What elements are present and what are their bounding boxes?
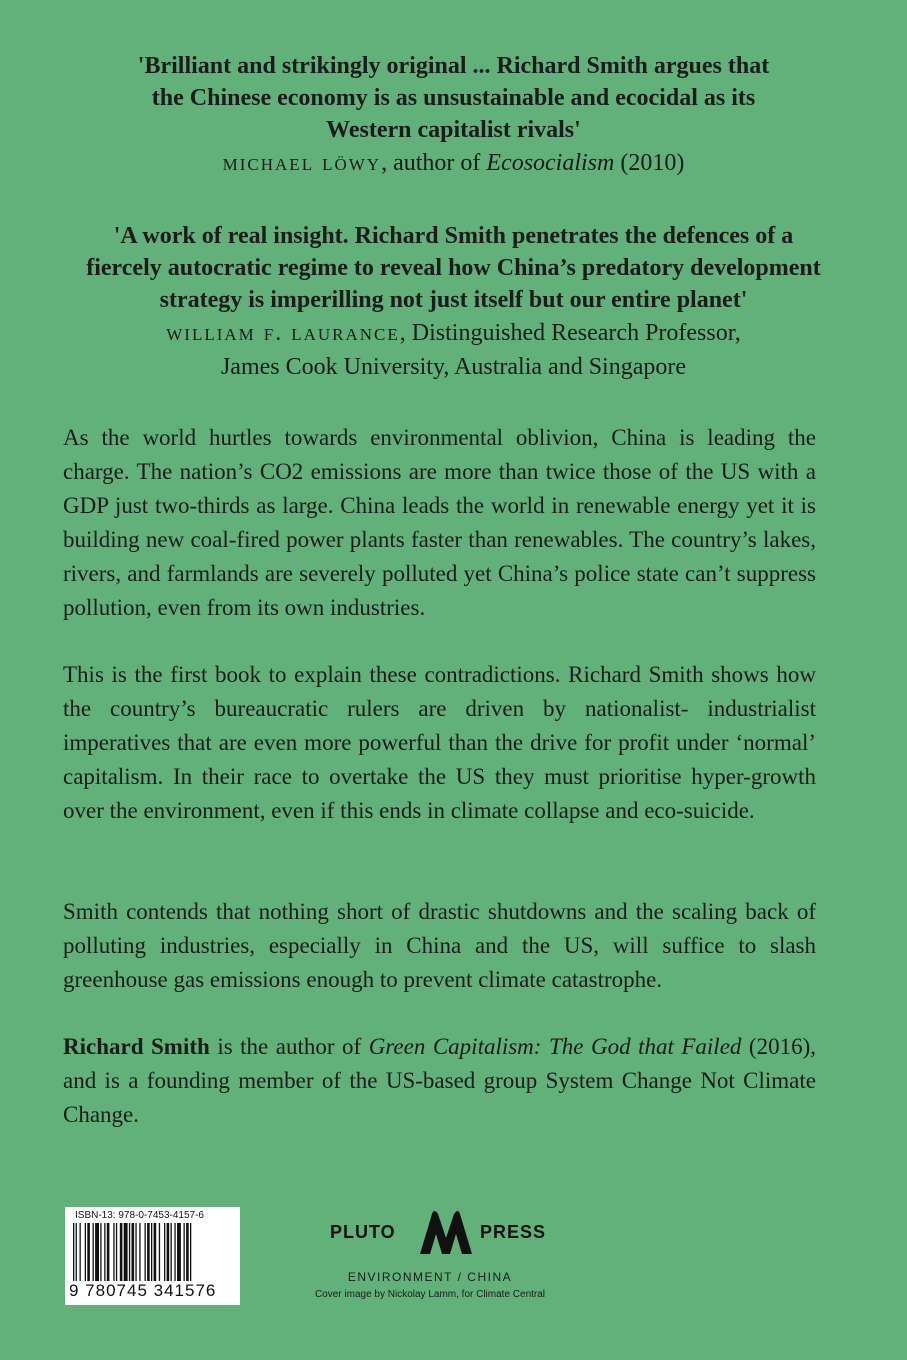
logo-word-right: PRESS (480, 1222, 547, 1242)
barcode-bar (104, 1223, 105, 1281)
barcode-bar (139, 1223, 140, 1281)
cover-image-credit: Cover image by Nickolay Lamm, for Climate Central (314, 1289, 546, 1300)
barcode-bar (120, 1223, 123, 1281)
description-paragraph-2: This is the first book to explain these contradictions. Richard Smith shows how the country’s bureaucratic rulers are driven by nationalist- industrialist imperatives that are even more powerful than the drive for profit under ‘normal’ capitalism. In their race to overtake the US they must prioritise hyper-growth over the environment, even if this ends in climate collapse and eco-suicide. (63, 662, 816, 823)
blurb-2 (50, 220, 857, 384)
barcode-bar (132, 1223, 135, 1281)
pluto-press-emblem-icon (418, 1208, 474, 1256)
barcode-bar (113, 1223, 114, 1281)
barcode-bar (151, 1223, 152, 1281)
logo-word-left: PLUTO (330, 1222, 396, 1242)
barcode-bar (167, 1223, 170, 1281)
blurb-1-book-title: Ecosocialism (486, 150, 615, 176)
barcode-bar (73, 1223, 74, 1281)
barcode-bar (145, 1223, 146, 1281)
barcode-bar (171, 1223, 172, 1281)
barcode-bar (147, 1223, 150, 1281)
isbn-digits: 9 780745 341576 (69, 1281, 217, 1300)
isbn-barcode (65, 1207, 240, 1305)
barcode-bars (73, 1223, 233, 1281)
author-bio-name: Richard Smith (63, 1034, 210, 1059)
author-bio: Richard Smith is the author of Green Capitalism: The God that Failed (2016), and is a founding member of the US-based group System Change Not Climate Change. (63, 1034, 816, 1127)
barcode-bar (135, 1223, 136, 1281)
author-bio-book-title: Green Capitalism: The God that Failed (368, 1034, 742, 1059)
description-paragraph-1: As the world hurtles towards environmental oblivion, China is leading the charge. The nation’s CO2 emissions are more than twice those of the US with a GDP just two-thirds as large. China leads the world in renewable energy yet it is building new coal-fired power plants faster than renewables. The country’s lakes, rivers, and farmlands are severely polluted yet China’s police state can’t suppress pollution, even from its own industries. (63, 425, 816, 620)
blurb-1 (50, 50, 857, 180)
blurb-1-attribution: michael löwy, author of Ecosocialism (2010) (222, 150, 685, 176)
isbn-label: ISBN-13: 978-0-7453-4157-6 (75, 1210, 204, 1221)
blurb-1-author: michael löwy (222, 150, 382, 176)
barcode-bar (190, 1223, 191, 1281)
barcode-bar (95, 1223, 99, 1281)
barcode-bar (186, 1223, 189, 1281)
barcode-bar (159, 1223, 160, 1281)
barcode-bar (80, 1223, 81, 1281)
barcode-bar (129, 1223, 130, 1281)
barcode-bar (164, 1223, 165, 1281)
barcode-bar (87, 1223, 90, 1281)
barcode-bar (76, 1223, 77, 1281)
barcode-bar (100, 1223, 101, 1281)
barcode-bar (154, 1223, 157, 1281)
barcode-bar (174, 1223, 175, 1281)
description-paragraph-3: Smith contends that nothing short of drastic shutdowns and the scaling back of polluting industries, especially in China and the US, will suffice to slash greenhouse gas emissions enough to prevent climate catastrophe. (63, 899, 816, 992)
barcode-bar (177, 1223, 181, 1281)
barcode-bar (107, 1223, 110, 1281)
barcode-bar (85, 1223, 86, 1281)
blurb-2-attribution: william f. laurance, Distinguished Research Professor, James Cook University, Australia and Singapore (166, 320, 741, 380)
blurb-2-quote: 'A work of real insight. Richard Smith penetrates the defences of a fiercely autocratic regime to reveal how China’s predatory development strategy is imperilling not just itself but our entire planet' (86, 223, 821, 313)
barcode-bar (124, 1223, 128, 1281)
publisher-logo (330, 1208, 555, 1258)
book-category: ENVIRONMENT / CHINA (347, 1270, 513, 1284)
blurb-2-author: william f. laurance (166, 320, 400, 346)
barcode-bar (93, 1223, 94, 1281)
blurb-1-quote: 'Brilliant and strikingly original ... Richard Smith argues that the Chinese economy is as unsustainable and ecocidal as its Western capitalist rivals' (137, 53, 770, 143)
barcode-bar (184, 1223, 185, 1281)
barcode-bar (116, 1223, 117, 1281)
